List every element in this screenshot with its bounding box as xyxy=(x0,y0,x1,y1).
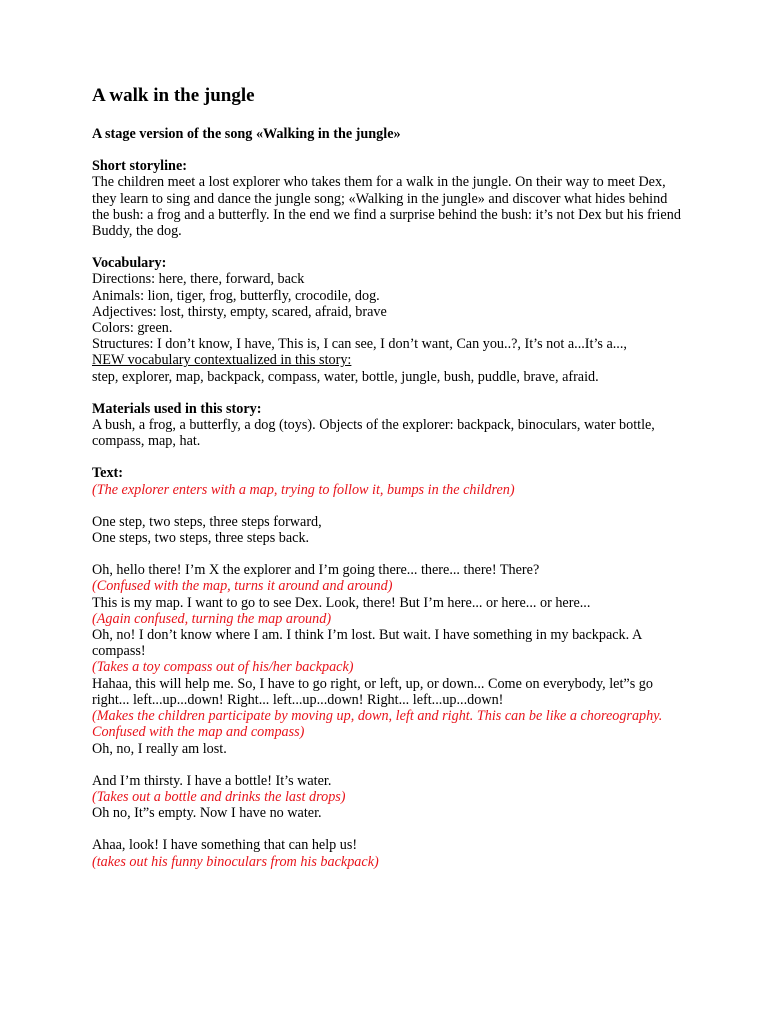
stage-direction: (Again confused, turning the map around) xyxy=(92,610,332,627)
document-subtitle: A stage version of the song «Walking in the jungle» xyxy=(92,126,401,142)
dialogue-block xyxy=(92,773,682,822)
text-heading: Text: xyxy=(92,465,123,482)
chant-line: One steps, two steps, three steps back. xyxy=(92,530,310,547)
materials-heading: Materials used in this story: xyxy=(92,400,262,417)
chant-block xyxy=(92,514,682,546)
stage-direction: (Takes a toy compass out of his/her backpack) xyxy=(92,659,354,676)
new-vocab-heading: NEW vocabulary contextualized in this story: xyxy=(92,352,352,369)
vocab-structures: Structures: I don’t know, I have, This is, I can see, I don’t want, Can you..?, It’s not a...It’s a..., xyxy=(92,336,627,353)
dialogue-line: This is my map. I want to go to see Dex. Look, there! But I’m here... or here... or here... xyxy=(92,594,591,611)
dialogue-line: Ahaa, look! I have something that can help us! xyxy=(92,837,358,854)
vocab-animals: Animals: lion, tiger, frog, butterfly, crocodile, dog. xyxy=(92,287,380,304)
text-intro xyxy=(92,465,682,497)
dialogue-line: Oh, hello there! I’m X the explorer and I’m going there... there... there! There? xyxy=(92,562,540,579)
dialogue-line: And I’m thirsty. I have a bottle! It’s water. xyxy=(92,772,332,789)
vocab-directions: Directions: here, there, forward, back xyxy=(92,271,305,288)
vocabulary-section xyxy=(92,255,682,385)
dialogue-line: Oh, no, I really am lost. xyxy=(92,740,227,757)
stage-direction: (Takes out a bottle and drinks the last drops) xyxy=(92,788,346,805)
vocabulary-heading: Vocabulary: xyxy=(92,255,167,272)
chant-line: One step, two steps, three steps forward, xyxy=(92,513,322,530)
document-page xyxy=(92,84,682,886)
stage-direction: (takes out his funny binoculars from his backpack) xyxy=(92,853,379,870)
vocab-adjectives: Adjectives: lost, thirsty, empty, scared, afraid, brave xyxy=(92,303,387,320)
stage-direction: (Confused with the map, turns it around and around) xyxy=(92,578,393,595)
dialogue-line: Oh no, It”s empty. Now I have no water. xyxy=(92,805,322,822)
storyline-heading: Short storyline: xyxy=(92,158,187,175)
new-vocab-words: step, explorer, map, backpack, compass, water, bottle, jungle, bush, puddle, brave, afraid. xyxy=(92,368,599,385)
dialogue-block xyxy=(92,562,682,756)
dialogue-line: Hahaa, this will help me. So, I have to go right, or left, up, or down... Come on everybody, let”s go right... left...up...down! Right... left...up...down! Right... left...up...down! xyxy=(92,675,653,708)
materials-text: A bush, a frog, a butterfly, a dog (toys). Objects of the explorer: backpack, binoculars, water bottle, compass, map, hat. xyxy=(92,417,655,450)
storyline-text: The children meet a lost explorer who takes them for a walk in the jungle. On their way to meet Dex, they learn to sing and dance the jungle song; «Walking in the jungle» and discover what hides behind the bush: a frog and a butterfly. In the end we find a surprise behind the bush: it’s not Dex but his friend Buddy, the dog. xyxy=(92,174,681,240)
stage-direction: (Makes the children participate by moving up, down, left and right. This can be like a choreography. Confused with the map and compass) xyxy=(92,708,663,741)
dialogue-line: Oh, no! I don’t know where I am. I think I’m lost. But wait. I have something in my backpack. A compass! xyxy=(92,627,642,660)
document-title: A walk in the jungle xyxy=(92,85,255,106)
dialogue-block xyxy=(92,837,682,869)
materials-section xyxy=(92,401,682,450)
vocab-colors: Colors: green. xyxy=(92,320,173,337)
stage-direction: (The explorer enters with a map, trying to follow it, bumps in the children) xyxy=(92,481,515,498)
storyline-section xyxy=(92,158,682,239)
